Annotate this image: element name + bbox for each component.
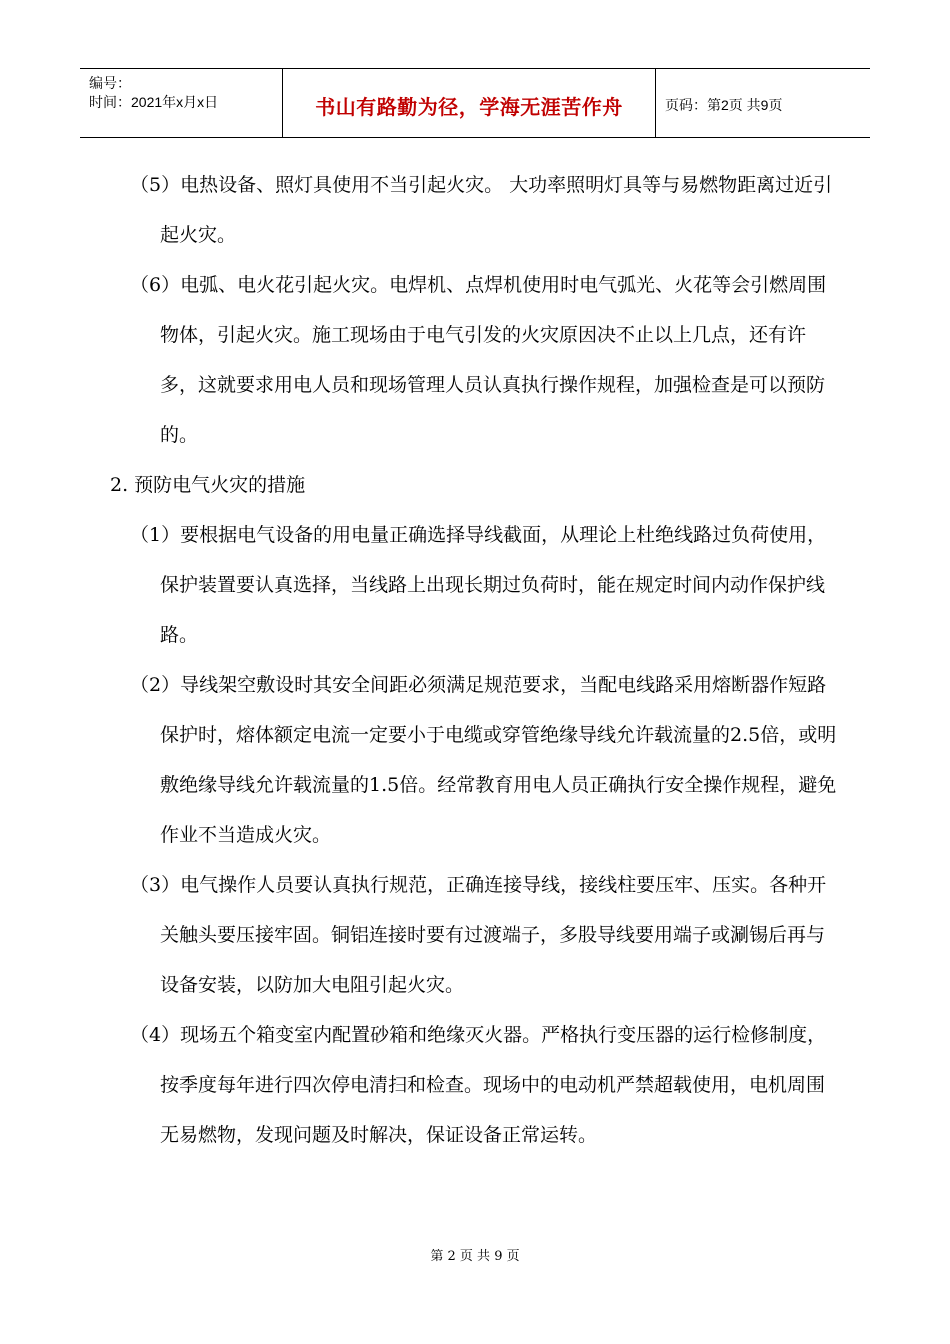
paragraph-item-6: （6）电弧、电火花引起火灾。电焊机、点焊机使用时电气弧光、火花等会引燃周围物体，引起火灾。施工现场由于电气引发的火灾原因决不止以上几点，还有许多，这就要求用电人员和现场管理人员认真执行操作规程，加强检查是可以预防的。 (130, 274, 827, 446)
header-page-info: 页码：第2页 共9页 (665, 97, 783, 113)
paragraph-item-5: （5）电热设备、照灯具使用不当引起火灾。 大功率照明灯具等与易燃物距离过近引起火灾。 (130, 174, 833, 246)
paragraph-measure-2: （2）导线架空敷设时其安全间距必须满足规范要求，当配电线路采用熔断器作短路保护时，熔体额定电流一定要小于电缆或穿管绝缘导线允许载流量的2.5倍，或明敷绝缘导线允许载流量的1.5倍。经常教育用电人员正确执行安全操作规程，避免作业不当造成火灾。 (130, 674, 837, 846)
paragraph-measure-1: （1）要根据电气设备的用电量正确选择导线截面，从理论上杜绝线路过负荷使用，保护装置要认真选择，当线路上出现长期过负荷时，能在规定时间内动作保护线路。 (130, 524, 827, 646)
paragraph-measure-4: （4）现场五个箱变室内配置砂箱和绝缘灭火器。严格执行变压器的运行检修制度，按季度每年进行四次停电清扫和检查。现场中的电动机严禁超载使用，电机周围无易燃物，发现问题及时解决，保证设备正常运转。 (130, 1024, 827, 1146)
header-motto-cell (282, 69, 656, 137)
header-left-cell (80, 69, 282, 137)
paragraph-measure-3: （3）电气操作人员要认真执行规范，正确连接导线，接线柱要压牢、压实。各种开关触头要压接牢固。铜铝连接时要有过渡端子，多股导线要用端子或涮锡后再与设备安装，以防加大电阻引起火灾。 (130, 874, 827, 996)
header-motto: 书山有路勤为径，学海无涯苦作舟 (315, 95, 623, 119)
header-right-cell (655, 69, 870, 137)
document-date: 时间：2021年x月x日 (89, 94, 219, 110)
document-body (110, 160, 840, 1160)
document-number-label: 编号： (89, 75, 131, 91)
page-footer: 第 2 页 共 9 页 (430, 1249, 520, 1264)
page-header (80, 68, 870, 138)
section-heading: 2. 预防电气火灾的措施 (110, 474, 306, 496)
